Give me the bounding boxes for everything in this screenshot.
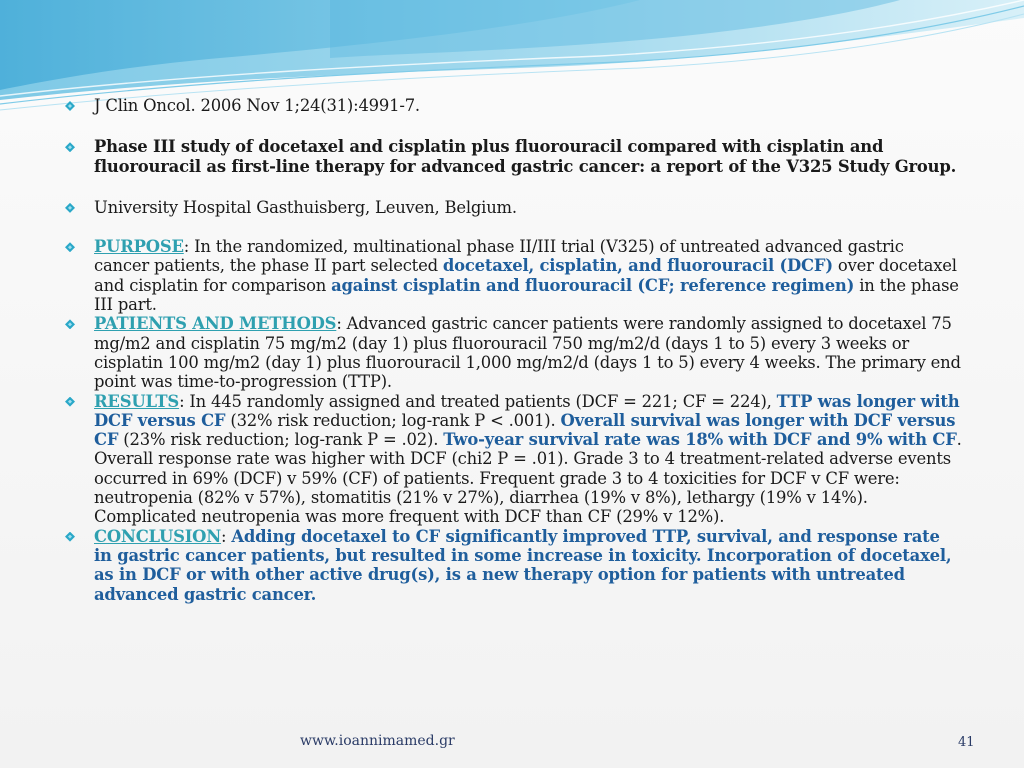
purpose-text: over docetaxel and cisplatin for comparison	[94, 256, 957, 295]
conclusion-colon: :	[221, 526, 232, 546]
bullet-icon	[65, 101, 75, 111]
affiliation-item	[62, 198, 962, 217]
citation-text: J Clin Oncol. 2006 Nov 1;24(31):4991-7.	[94, 96, 420, 115]
results-text: : In 445 randomly assigned and treated patients (DCF = 221; CF = 224),	[179, 391, 777, 411]
purpose-highlight-cf: against cisplatin and fluorouracil (CF; reference regimen)	[331, 275, 855, 295]
bullet-icon	[65, 532, 75, 542]
bullet-icon	[65, 397, 75, 407]
study-title: Phase III study of docetaxel and cisplatin plus fluorouracil compared with cisplatin and fluorouracil as first-line therapy for advanced gastric cancer: a report of the V325 Study Group.	[94, 137, 957, 176]
purpose-text: in the phase III part.	[94, 275, 959, 315]
footer-url: www.ioannimamed.gr	[300, 733, 455, 749]
results-text: (32% risk reduction; log-rank P < .001).	[225, 410, 561, 430]
purpose-item	[62, 237, 962, 314]
bullet-icon	[65, 242, 75, 252]
results-highlight-survival: Overall survival was longer with DCF versus CF	[94, 410, 956, 450]
results-text: . Overall response rate was higher with DCF (chi2 P = .01). Grade 3 to 4 treatment-related adverse events occurred in 69% (DCF) v 59% (CF) of patients. Frequent grade 3 to 4 toxicities for DCF v CF were: neutropenia (82% v 57%), stomatitis (21% v 27%), diarrhea (19% v 8%), lethargy (19% v 14%). Complicated neutropenia was more frequent with DCF than CF (29% v 12%).	[94, 430, 962, 527]
page-number: 41	[958, 735, 975, 750]
results-highlight-two-year: Two-year survival rate was 18% with DCF and 9% with CF	[443, 430, 957, 450]
results-text: (23% risk reduction; log-rank P = .02).	[118, 430, 444, 450]
methods-text: : Advanced gastric cancer patients were randomly assigned to docetaxel 75 mg/m2 and cisplatin 75 mg/m2 (day 1) plus fluorouracil 750 mg/m2/d (days 1 to 5) every 3 weeks or cisplatin 100 mg/m2 (day 1) plus fluorouracil 1,000 mg/m2/d (days 1 to 5) every 4 weeks. The primary end point was time-to-progression (TTP).	[94, 314, 961, 392]
results-highlight-ttp: TTP was longer with DCF versus CF	[94, 391, 960, 430]
title-item	[62, 137, 962, 176]
bullet-icon	[65, 142, 75, 152]
slide-content	[62, 96, 962, 604]
conclusion-text: Adding docetaxel to CF significantly improved TTP, survival, and response rate in gastric cancer patients, but resulted in some increase in toxicity. Incorporation of docetaxel, as in DCF or with other active drug(s), is a new therapy option for patients with untreated advanced gastric cancer.	[94, 526, 952, 604]
bullet-icon	[65, 319, 75, 329]
methods-label: PATIENTS AND METHODS	[94, 314, 337, 334]
methods-item	[62, 314, 962, 391]
bullet-icon	[65, 203, 75, 213]
citation-item	[62, 96, 962, 115]
conclusion-label: CONCLUSION	[94, 526, 222, 546]
affiliation-text: University Hospital Gasthuisberg, Leuven, Belgium.	[94, 197, 517, 217]
conclusion-item	[62, 527, 962, 604]
results-label: RESULTS	[94, 391, 180, 411]
results-item	[62, 392, 962, 527]
purpose-highlight-dcf: docetaxel, cisplatin, and fluorouracil (DCF)	[442, 256, 833, 276]
purpose-label: PURPOSE	[94, 237, 184, 257]
purpose-text: : In the randomized, multinational phase II/III trial (V325) of untreated advanced gastric cancer patients, the phase II part selected	[94, 237, 904, 276]
